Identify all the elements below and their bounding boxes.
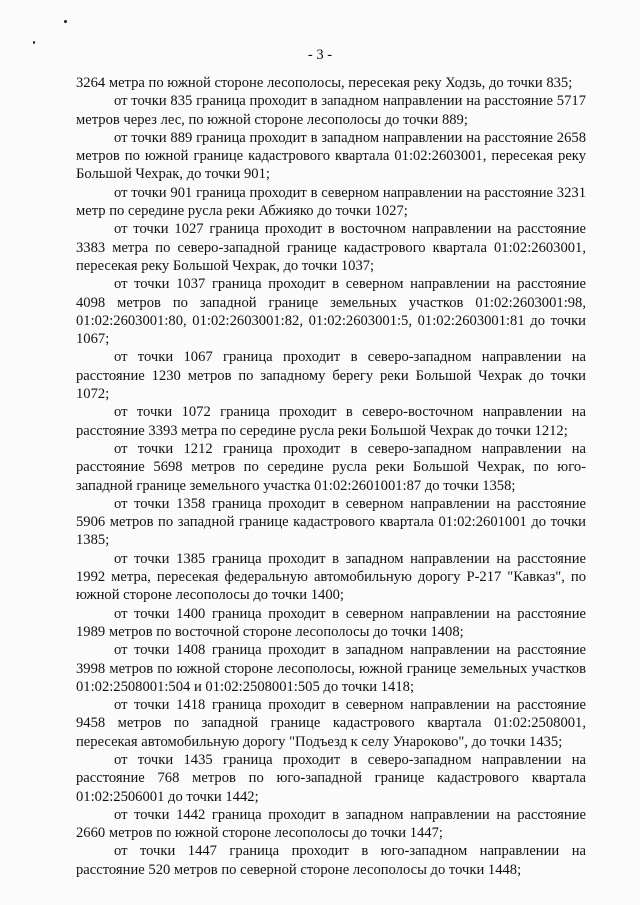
- paragraph: от точки 901 граница проходит в северном направлении на расстояние 3231 метр по середине русла реки Абжияко до точки 1027;: [76, 184, 586, 220]
- paragraph: от точки 1447 граница проходит в юго-западном направлении на расстояние 520 метров по северной стороне лесополосы до точки 1448;: [76, 843, 586, 878]
- paragraph: от точки 1037 граница проходит в северном направлении на расстояние 4098 метров по западной границе земельных участков 01:02:2603001:98, 01:02:2603001:80, 01:02:2603001:82, 01:02:2603001:5, 01:02:2603001:81 до точки 1067;: [76, 276, 586, 348]
- paragraph: от точки 1408 граница проходит в западном направлении на расстояние 3998 метров по южной стороне лесополосы, южной границе земельных участков 01:02:2508001:504 и 01:02:2508001:505 до точки 1418;: [76, 642, 586, 695]
- paragraph: от точки 1418 граница проходит в северном направлении на расстояние 9458 метров по западной границе кадастрового квартала 01:02:2508001, пересекая автомобильную дорогу "Подъезд к селу Унароково", до точки 1435;: [76, 697, 586, 750]
- paragraph: от точки 1442 граница проходит в западном направлении на расстояние 2660 метров по южной стороне лесополосы до точки 1447;: [76, 806, 586, 842]
- scan-speck: [64, 20, 67, 23]
- paragraph: от точки 1072 граница проходит в северо-восточном направлении на расстояние 3393 метра по середине русла реки Большой Чехрак до точки 1212;: [76, 404, 586, 439]
- paragraph: от точки 1435 граница проходит в северо-западном направлении на расстояние 768 метров по юго-западной границе кадастрового квартала 01:02:2506001 до точки 1442;: [76, 751, 586, 805]
- paragraph: от точки 889 граница проходит в западном направлении на расстояние 2658 метров по южной границе кадастрового квартала 01:02:2603001, пересекая реку Большой Чехрак, до точки 901;: [76, 129, 586, 183]
- paragraph: от точки 1358 граница проходит в северном направлении на расстояние 5906 метров по западной границе кадастрового квартала 01:02:2601001 до точки 1385;: [76, 495, 586, 549]
- page-number: - 3 -: [307, 47, 333, 63]
- body-text: [76, 74, 586, 879]
- paragraph: от точки 835 граница проходит в западном направлении на расстояние 5717 метров через лес, по южной стороне лесополосы до точки 889;: [76, 93, 586, 128]
- paragraph: от точки 1067 граница проходит в северо-западном направлении на расстояние 1230 метров по западному берегу реки Большой Чехрак до точки 1072;: [76, 349, 586, 403]
- paragraph: от точки 1212 граница проходит в северо-западном направлении на расстояние 5698 метров по середине русла реки Большой Чехрак, по юго-западной границе земельного участка 01:02:2601001:87 до точки 1358;: [76, 440, 586, 494]
- paragraph: от точки 1400 граница проходит в северном направлении на расстояние 1989 метров по восточной стороне лесополосы до точки 1408;: [76, 605, 586, 640]
- paragraph: от точки 1027 граница проходит в восточном направлении на расстояние 3383 метра по северо-западной границе кадастрового квартала 01:02:2603001, пересекая реку Большой Чехрак, до точки 1037;: [76, 221, 586, 274]
- scan-speck: [33, 41, 35, 44]
- paragraph: 3264 метра по южной стороне лесополосы, пересекая реку Ходзь, до точки 835;: [76, 75, 573, 91]
- paragraph: от точки 1385 граница проходит в западном направлении на расстояние 1992 метра, пересекая федеральную автомобильную дорогу Р-217 "Кавказ", по южной стороне лесополосы до точки 1400;: [76, 550, 586, 604]
